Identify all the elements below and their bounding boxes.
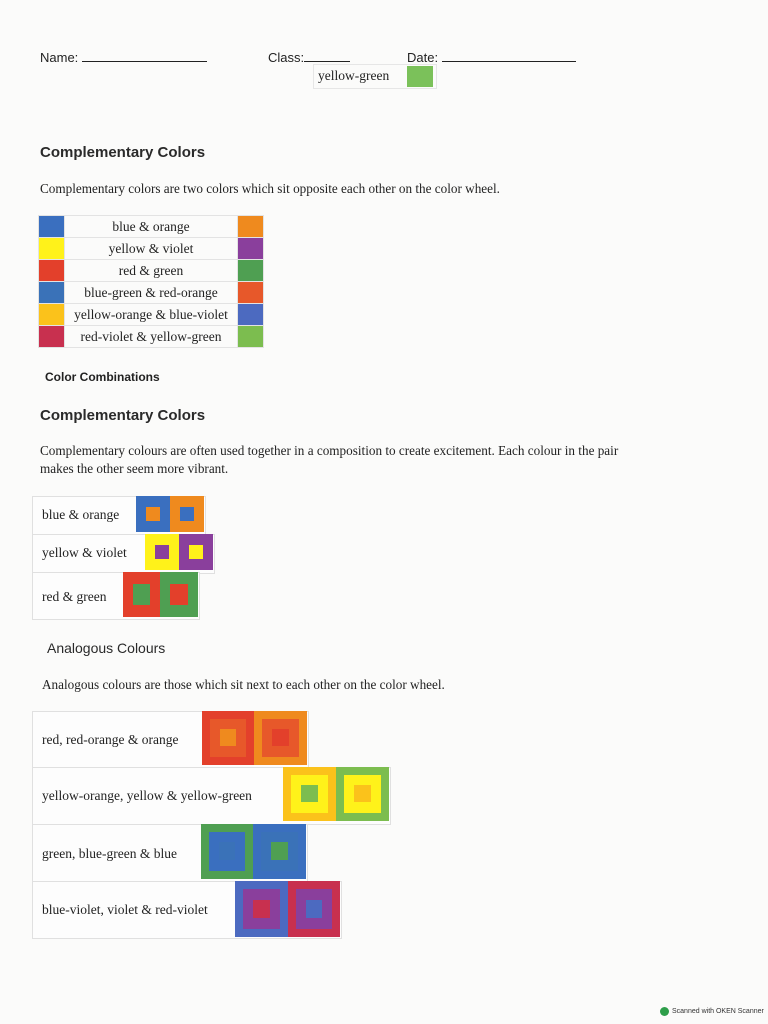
date-label: Date: [407,50,439,65]
row-label: yellow-orange, yellow & yellow-green [42,788,252,803]
section1-description: Complementary colors are two colors which sit opposite each other on the color wheel. [40,181,500,196]
pair-left-swatch [39,282,65,304]
inner-square [272,729,289,746]
row-label: blue & orange [42,507,120,522]
section2-description-line2: makes the other seem more vibrant. [40,461,229,476]
pair-row [39,260,264,282]
scanner-logo-icon [660,1007,669,1016]
section2-description-line1: Complementary colours are often used together in a composition to create excitement. Each colour in the pair [40,443,619,458]
class-label: Class: [268,50,305,65]
class-field [268,49,350,65]
inner-square [155,545,169,559]
pair-left-swatch [39,238,65,260]
pair-row [39,238,264,260]
scanner-text: Scanned with OKEN Scanner [672,1008,764,1015]
inner-square [253,900,270,918]
inner-square [220,729,236,746]
pair-label: red & green [65,260,238,282]
row-label: yellow & violet [42,545,127,560]
corner-swatch-box [313,64,437,89]
inner-square [301,785,318,802]
name-field [40,49,207,65]
corner-swatch-color [407,66,433,87]
name-label: Name: [40,50,79,65]
date-line[interactable] [442,49,576,62]
section2-title: Complementary Colors [40,407,206,424]
pair-left-swatch [39,216,65,238]
pair-label: yellow-orange & blue-violet [65,304,238,326]
pair-right-swatch [238,216,264,238]
scanner-watermark [660,1007,764,1016]
pair-label: yellow & violet [65,238,238,260]
pair-left-swatch [39,326,65,348]
inner-square [219,842,235,860]
pair-row [39,326,264,348]
date-field [407,49,576,65]
class-line[interactable] [304,49,350,62]
pair-label: blue & orange [65,216,238,238]
row-label: green, blue-green & blue [42,846,177,861]
pair-row [39,304,264,326]
inner-square [306,900,322,918]
row-label: blue-violet, violet & red-violet [42,902,208,917]
pair-right-swatch [238,282,264,304]
pair-row [39,216,264,238]
row-label: red & green [42,589,107,604]
pair-label: blue-green & red-orange [65,282,238,304]
corner-swatch-label: yellow-green [318,68,390,83]
pair-right-swatch [238,304,264,326]
pair-row [39,282,264,304]
pair-left-swatch [39,260,65,282]
name-line[interactable] [82,49,207,62]
inner-square [180,507,194,521]
row-label: red, red-orange & orange [42,732,179,747]
inner-square [146,507,160,521]
inner-square [189,545,203,559]
pair-label: red-violet & yellow-green [65,326,238,348]
section3-description: Analogous colours are those which sit next to each other on the color wheel. [42,677,445,692]
inner-square [271,842,288,860]
pair-right-swatch [238,326,264,348]
combinations-heading: Color Combinations [45,370,160,384]
inner-square [133,584,150,605]
complementary-pairs-table [38,215,264,348]
inner-square [170,584,188,605]
section3-title: Analogous Colours [47,640,166,656]
inner-square [354,785,371,802]
pair-left-swatch [39,304,65,326]
section1-title: Complementary Colors [40,144,206,161]
pair-right-swatch [238,238,264,260]
pair-right-swatch [238,260,264,282]
